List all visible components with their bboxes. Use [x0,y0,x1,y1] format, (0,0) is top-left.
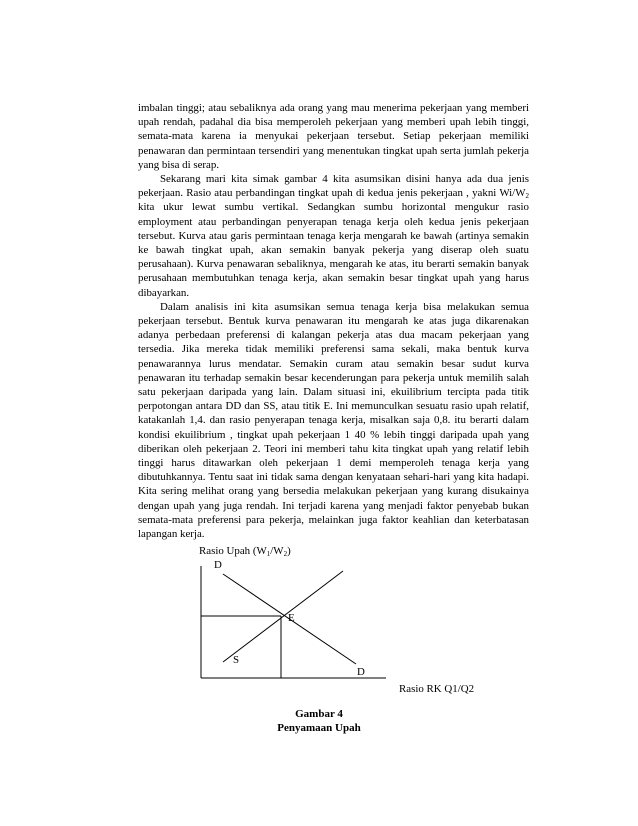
paragraph-1: imbalan tinggi; atau sebaliknya ada orang yang mau menerima pekerjaan yang memberi upah rendah, padahal dia bisa memperoleh pekerjaan yang memberi upah lebih tinggi, semata-mata karena ia menyukai pekerjaan tersebut. Setiap pekerjaan memiliki penawaran dan permintaan tersendiri yang menentukan tingkat upah serta jumlah pekerja yang bisa di serap. [138,102,529,171]
x-axis-label: Rasio RK Q1/Q2 [399,683,475,695]
paragraph-2-subscript: 2 [525,192,529,201]
figure-caption-number: Gambar 4 [295,708,343,720]
y-axis-label: Rasio Upah $(W_1/W_2)$ [199,545,291,558]
demand-label-top: D [214,559,222,571]
equilibrium-label: E [288,612,295,624]
paragraph-2-part-a: Sekarang mari kita simak gambar 4 kita asumsikan disini hanya ada dua jenis pekerjaan. Rasio atau perbandingan tingkat upah di kedua jenis pekerjaan , yakni Wi/W [138,173,529,200]
paragraph-3: Dalam analisis ini kita asumsikan semua tenaga kerja bisa melakukan semua pekerjaan tersebut. Bentuk kurva penawaran itu mengarah ke atas juga dikarenakan adanya perbedaan preferensi di kalangan pekerja atas dua macam pekerjaan yang tersedia. Jika mereka tidak memiliki preferensi sama sekali, maka bentuk kurva penawarannya lurus mendatar. Semakin curam atau semakin besar sudut kurva penawaran itu terhadap semakin besar kecenderungan para pekerja untuk memilih salah satu pekerjaan daripada yang lain. Dalam situasi ini, ekuilibrium tercipta pada titik perpotongan antara DD dan SS, atau titik E. Ini memunculkan sesuatu rasio upah relatif, katakanlah 1,4. dan rasio penyerapan tenaga kerja, misalkan saja 0,8. itu berarti dalam kondisi ekuilibrium , tingkat upah pekerjaan 1 40 % lebih tinggi daripada upah yang diberikan oleh pekerjaan 2. Teori ini memberi tahu kita tingkat upah yang relatif lebih tinggi harus ditawarkan oleh pekerjaan 1 demi memperoleh tenaga kerja yang dibutuhkannya. Tentu saat ini tidak sama dengan kenyataan sehari-hari yang kita hadapi. Kita sering melihat orang yang bersedia melakukan pekerjaan yang kurang disukainya dengan upah yang juga rendah. Ini terjadi karena yang menjadi faktor penyebab bukan semata-mata preferensi para pekerja, melainkan juga faktor keahlian dan keterbatasan lapangan kerja. [138,300,529,541]
supply-label: S [233,654,240,666]
paragraph-2-part-b: kita ukur lewat sumbu vertikal. Sedangkan sumbu horizontal mengukur rasio employment atau perbandingan penyerapan tenaga kerja oleh kedua jenis pekerjaan tersebut. Kurva atau garis permintaan tenaga kerja mengarah ke bawah (artinya semakin ke bawah tingkat upah, akan semakin banyak pekerja yang diserap oleh suatu perusahaan). Kurva penawaran sebaliknya, mengarah ke atas, itu berarti semakin banyak perusahaan membutuhkan tenaga kerja, akan semakin besar tingkat upah yang harus dibayarkan. [138,201,529,299]
demand-label-bottom: D [357,666,365,678]
figure-caption-title: Penyamaan Upah [277,722,361,734]
